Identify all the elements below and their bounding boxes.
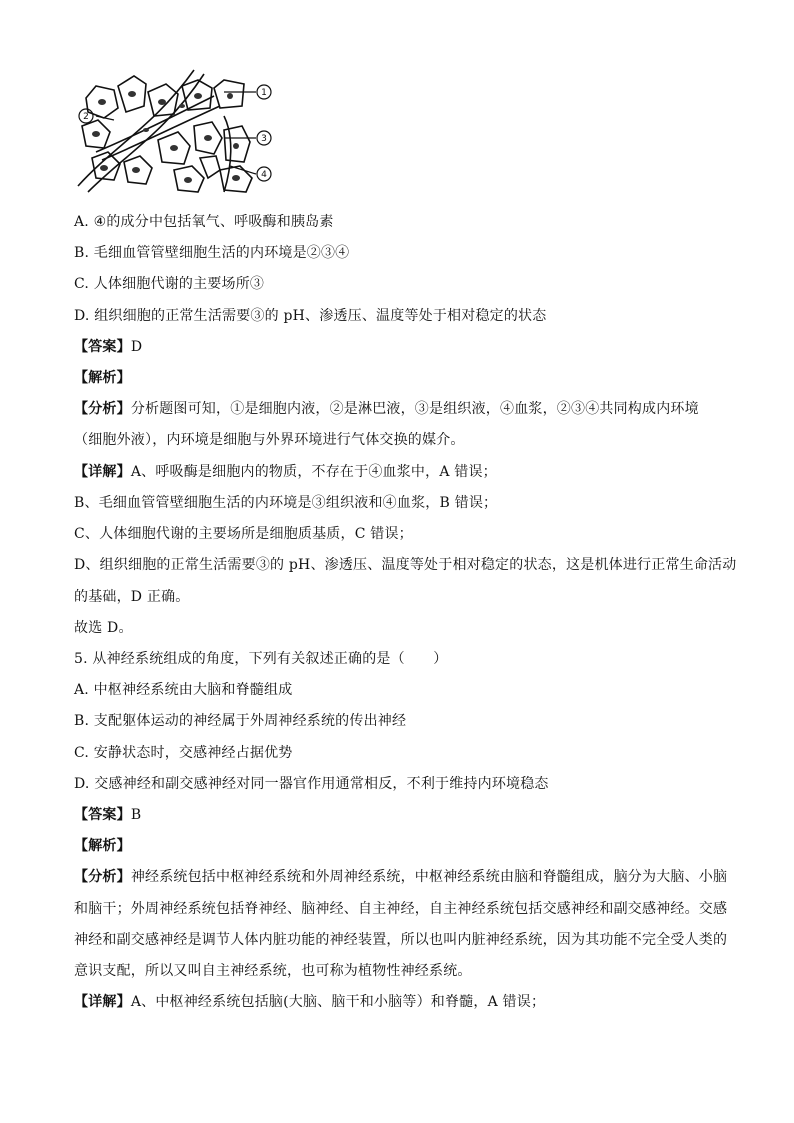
answer-value: D — [130, 339, 143, 355]
answer-tag: 【答案】 — [74, 339, 131, 355]
q5-fenxi-line-1 — [74, 867, 727, 887]
figure-label-3: 3 — [261, 134, 267, 144]
q4-fenxi-line-1 — [74, 399, 699, 419]
q5-fenxi-line-3: 神经和副交感神经是调节人体内脏功能的神经装置，所以也叫内脏神经系统，因为其功能不完全受人类的 — [74, 932, 728, 948]
figure-label-2: 2 — [83, 112, 89, 122]
q4-analysis-tag: 【解析】 — [74, 370, 131, 386]
q4-xiangjie-c: C、人体细胞代谢的主要场所是细胞质基质，C 错误； — [74, 526, 413, 542]
fenxi-text: 分析题图可知，①是细胞内液，②是淋巴液，③是组织液，④血浆，②③④共同构成内环境 — [130, 401, 699, 417]
q4-option-a: A. ④的成分中包括氧气、呼吸酶和胰岛素 — [74, 214, 334, 230]
xiangjie-text: A、呼吸酶是细胞内的物质，不存在于④血浆中，A 错误； — [130, 464, 497, 480]
q4-fenxi-line-2: （细胞外液），内环境是细胞与外界环境进行气体交换的媒介。 — [74, 432, 465, 448]
xiangjie-text: A、中枢神经系统包括脑(大脑、脑干和小脑等）和脊髓，A 错误； — [130, 994, 546, 1010]
q5-option-c: C. 安静状态时，交感神经占据优势 — [74, 745, 293, 761]
q5-option-b: B. 支配躯体运动的神经属于外周神经系统的传出神经 — [74, 713, 407, 729]
q4-option-b: B. 毛细血管管壁细胞生活的内环境是②③④ — [74, 245, 350, 261]
q4-xiangjie-d1: D、组织细胞的正常生活需要③的 pH、渗透压、温度等处于相对稳定的状态，这是机体进行正常生命活动 — [74, 557, 737, 573]
fenxi-text: 神经系统包括中枢神经系统和外周神经系统，中枢神经系统由脑和脊髓组成，脑分为大脑、小脑 — [130, 869, 728, 885]
q4-option-d: D. 组织细胞的正常生活需要③的 pH、渗透压、温度等处于相对稳定的状态 — [74, 308, 547, 324]
answer-value: B — [130, 807, 142, 823]
fenxi-tag: 【分析】 — [74, 401, 131, 417]
q4-xiangjie-a — [74, 462, 497, 482]
q4-answer-line — [74, 337, 142, 357]
xiangjie-tag: 【详解】 — [74, 994, 131, 1010]
q4-option-c: C. 人体细胞代谢的主要场所③ — [74, 276, 265, 292]
q5-analysis-tag: 【解析】 — [74, 838, 131, 854]
q5-option-a: A. 中枢神经系统由大脑和脊髓组成 — [74, 682, 293, 698]
q5-fenxi-line-4: 意识支配，所以又叫自主神经系统，也可称为植物性神经系统。 — [74, 963, 472, 979]
figure-label-1: 1 — [261, 88, 267, 98]
q4-xiangjie-d2: 的基础，D 正确。 — [74, 589, 190, 605]
q4-xiangjie-b: B、毛细血管管壁细胞生活的内环境是③组织液和④血浆，B 错误； — [74, 495, 498, 511]
q5-xiangjie-a — [74, 992, 545, 1012]
figure-label-4: 4 — [261, 170, 267, 180]
tissue-capillary-diagram — [74, 66, 274, 196]
q4-conclusion: 故选 D。 — [74, 620, 133, 636]
answer-tag: 【答案】 — [74, 807, 131, 823]
q5-option-d: D. 交感神经和副交感神经对同一器官作用通常相反，不利于维持内环境稳态 — [74, 776, 549, 792]
q5-answer-line — [74, 805, 141, 825]
q5-stem: 5. 从神经系统组成的角度，下列有关叙述正确的是（ ） — [74, 651, 448, 667]
xiangjie-tag: 【详解】 — [74, 464, 131, 480]
q5-fenxi-line-2: 和脑干；外周神经系统包括脊神经、脑神经、自主神经，自主神经系统包括交感神经和副交感神经。交感 — [74, 901, 728, 917]
fenxi-tag: 【分析】 — [74, 869, 131, 885]
